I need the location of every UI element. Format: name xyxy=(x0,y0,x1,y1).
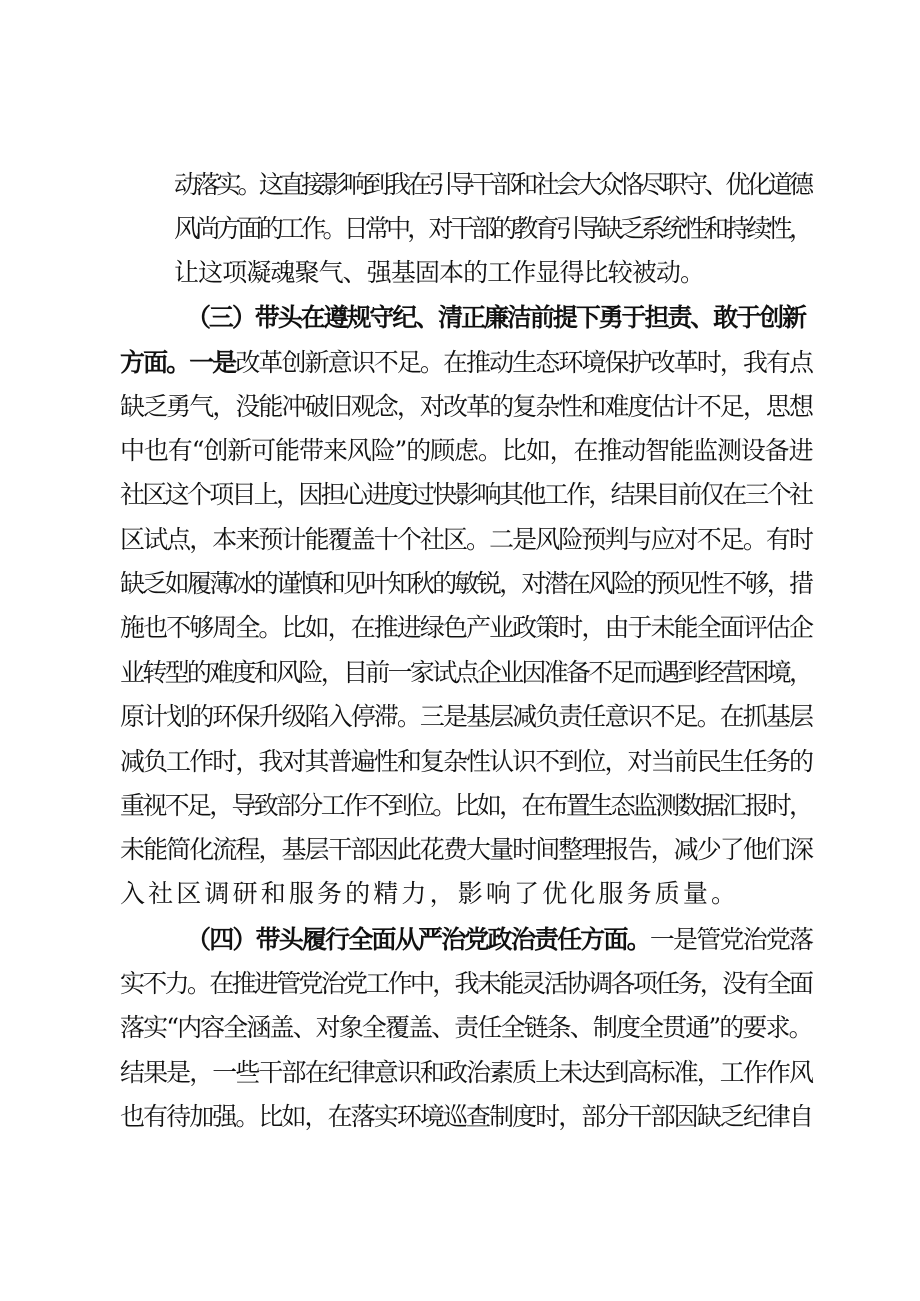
section-heading-3: （三）带头在遵规守纪、清正廉洁前提下勇于担责、敢于创新 xyxy=(186,303,805,332)
text-line: 中也有“创新可能带来风险”的顾虑。比如，在推动智能监测设备进 xyxy=(120,436,813,465)
text-line: 动落实。这直接影响到我在引导干部和社会大众恪尽职守、优化道德 xyxy=(174,170,811,199)
text-line: 减负工作时，我对其普遍性和复杂性认识不到位，对当前民生任务的 xyxy=(120,747,813,776)
text-line: 施也不够周全。比如，在推进绿色产业政策时，由于未能全面评估企 xyxy=(120,613,813,642)
text-line: 落实“内容全涵盖、对象全覆盖、责任全链条、制度全贯通”的要求。 xyxy=(120,1013,812,1042)
text-line: 让这项凝魂聚气、强基固本的工作显得比较被动。 xyxy=(174,258,705,287)
text-line: 也有待加强。比如，在落实环境巡查制度时，部分干部因缺乏纪律自 xyxy=(120,1102,813,1131)
text-line: 未能简化流程，基层干部因此花费大量时间整理报告，减少了他们深 xyxy=(120,835,813,864)
text-line: 重视不足，导致部分工作不到位。比如，在布置生态监测数据汇报时， xyxy=(120,791,812,820)
text-line: 原计划的环保升级陷入停滞。三是基层减负责任意识不足。在抓基层 xyxy=(120,702,813,731)
text-line: 区试点，本来预计能覆盖十个社区。二是风险预判与应对不足。有时 xyxy=(120,525,813,554)
text-line: 社区这个项目上，因担心进度过快影响其他工作，结果目前仅在三个社 xyxy=(120,480,812,509)
text-line: 业转型的难度和风险，目前一家试点企业因准备不足而遇到经营困境， xyxy=(120,658,812,687)
text-line: 入社区调研和服务的精力，影响了优化服务质量。 xyxy=(120,879,740,908)
section-heading-4: （四）带头履行全面从严治党政治责任方面。一是管党治党落 xyxy=(186,925,813,954)
text-line: 缺乏勇气，没能冲破旧观念，对改革的复杂性和难度估计不足，思想 xyxy=(120,392,813,421)
text-line: 缺乏如履薄冰的谨慎和见叶知秋的敏锐，对潜在风险的预见性不够，措 xyxy=(120,569,812,598)
text-line: 结果是，一些干部在纪律意识和政治素质上未达到高标准，工作作风 xyxy=(120,1058,813,1087)
text-line: 方面。一是改革创新意识不足。在推动生态环境保护改革时，我有点 xyxy=(120,348,813,377)
text-line: 风尚方面的工作。日常中，对干部的教育引导缺乏系统性和持续性， xyxy=(174,214,811,243)
text-line: 实不力。在推进管党治党工作中，我未能灵活协调各项任务，没有全面 xyxy=(120,969,812,998)
